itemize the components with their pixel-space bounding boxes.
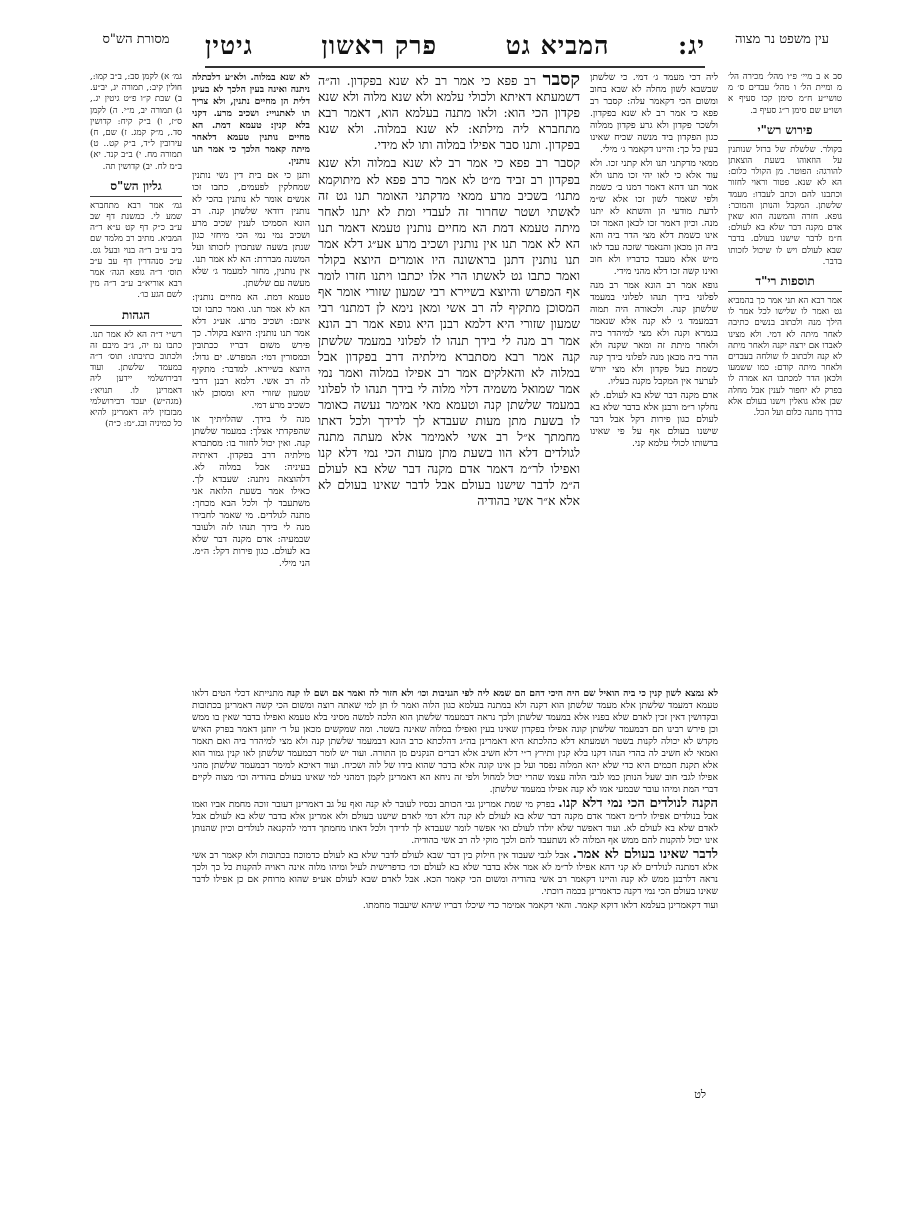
bottom-paragraph	[192, 849, 718, 898]
perek-title: המביא גט	[505, 31, 610, 60]
gemara-text	[318, 69, 580, 512]
masoret-hashas-label: מסורת הש"ס	[102, 32, 170, 47]
bottom-commentary	[192, 688, 718, 914]
page-end-mark: לט	[694, 1088, 706, 1101]
commentary-paragraph: גופא אמר רב הונא אמר רב מנה לפלוני בידך תנהו לפלוני במעמד שלשתן קנה. ולכאורה היה תמוה דבמעמד ג׳ לא קנה אלא שנאמר בגמרא וקנה ולא מצי למיהדר ביה ולאחר מיתת זה ומאר שקנה ולא הדר ביה מכאן מנה לפלוני בידך קנה כשמת בעל פקדון ולא מצי יורש לערער אין המקבל מקנה בעליו.	[590, 280, 718, 387]
tosafot-rid-notes: אמר רבא הא תני אמר כך בהמביא גט ואמר לו שלישו לכל אמר לו הילך מנה ולכתוב בנשים כתיבה לאחר מיתה לא דמי. ולא מצינו לאבדו אם ירצה יקנה ולאחר מיתה לא קנה ולכתוב לו שולחה בעבדים ולאחר מיתה קודם: כמו ששמעו ולכאן הדר למכתבו הא אמרה לו בפרק לא יחפור לענין אבל מחלה שבן אלא גואלין וישנו בעולם אלא בדרך מתנה כלום ועל הכל.	[728, 296, 842, 419]
dibbur-hamatchil: לא נמצא לשון קנין כי ביה הואיל שם היה היכי דהם הם שמא ליה לפי הגניבות וכו׳ ולא חזור לה ואמר אם ושם לו קנה	[286, 688, 718, 699]
tosafot-text: מתנייתא דכלי הטים דלאו טעמא דמעמד שלשתן אלא מעמד שלשתן הוא דקנה ולא במתנה בעלמא כגון הלוה ואמר לו תן למי שאתה רוצה ומשום הכי קשה דאמרינן בכתובות ובקדושין דאין זכין לאדם שלא בפניו אלא במעמד שלשתן ולכך נראה דבמעמד שלשתן הוא הלכה למשה מסיני בלא טעמא ואפילו בדבר שאין בו ממש וכן פירש רבינו תם דבמעמד שלשתן קונה אפילו בפקדון שאינו בעין ואפילו במלוה שאינה בשטר. ומה שמקשים מכאן על ר׳ יוחנן דאמר בפרק האיש מקדש לא יכולה לקנות בשטר ושמעתא דלא כהלכתא היא דאמרינן בה״ג דהלכתא כרב הונא דבמעמד שלשתן קנה ולא מצי למיהדר ביה ואם תאמר ואמאי לא חשיב לה בהדי הנהו דקנו בלא קנין ותירץ ר״י דלא חשיב אלא דברים הנקנים מן התורה. ועוד יש לומר דבמעמד שלשתן לאו קנין גמור הוא אלא תקנת חכמים היא כדי שלא יהא המלוה נפסד ועל כן אינו קונה אלא בדבר שהוא בידו של לוה ושכיח. ועוד דאיכא למימר דבמעמד שלשתן מהני אפילו לגבי חוב שעל הנותן כמו לגבי הלוה עצמו שהרי יכול למחול ולפי זה ניחא הא דאמרינן לקמן דמהני למי שאינו בעולם בהודיה וכו׳ מצוה לקיים דברי המת ומיהו עובר שבמעי אמו לא קנה אפילו במעמד שלשתן.	[192, 688, 718, 795]
bottom-paragraph	[192, 798, 718, 847]
right-commentary-column	[590, 72, 718, 452]
bottom-paragraph: ועוד דקאמרינן בעלמא דלאו דוקא קאמר. והאי דקאמר אמימר כדי שיכלו דבריו שיהא שיעבוד מחמתו.	[362, 900, 718, 911]
opening-word: קסבר	[542, 69, 580, 90]
gilyon-hashas-notes: גמ׳ אמר רבא מתחברא שמע לי. כמשנת דף שב ע״ב כ״ק דף קט ע״א ד״ה המביא. מתיב רב מלמד שם ביב ע״ב ד״ה בנוי ובעל גט. ע״כ סנהדרין דף עב ע״ב תוס׳ ד״ה גופא הגה׳ אמר רבא אוריא״ב ע״ב ד״ה מין לשם הגע כו׳.	[90, 200, 182, 301]
right-margin	[728, 72, 842, 419]
left-margin	[90, 72, 182, 430]
gemara-top-text: רב פפא כי אמר רב לא שנא בפקדון. וה״ה דשמעתא דאיתא ולכולי עלמא ולא שנא מלוה ולא שנא פקדון הכי הוא: ולאו מתנה בעלמא הוא, דאמר רבא מתחברא ליה מילתא: לא שנא במלוה. ולא שנא בפקדון. ותנו סבר אפילו במלוה ותו לא מידי.	[318, 73, 580, 153]
dibbur-hamatchil: הקנה לנולדים הכי נמי דלא קנו.	[558, 796, 719, 811]
left-commentary-column	[192, 72, 310, 572]
hagahot-notes: רש״י ד״ה הא לא אמר תנו. כתבו נמ יה, ג״ב מיבם זה ולכתוב כתיבתו: תוס׳ ד״ה במעמד שלשתן. ועוד דבירושלמי יידען ליה דאמרינן לו. תנויא׳: (מגה״ש) יעכד דבירושלמי מבזבזין ליה דאמרינן להיא כל כמיניה ובג.״מ: כ״ה)	[90, 329, 182, 430]
perush-rashi-notes: בקולר. שלשלת של ברזל שנותנין על הוזאוהו בשעת הוצאתן להורגה: הפוטר. מן הקולר כלום: הא לא שנא. פטור וראוי לחזור וכתבנו להם וכתב לעבדו: מעמד שלשתן. המקבל והנותן והמוכר: גופא. חזרה והמשנה הוא שאין אדם מקנה דבר שלא בא לעולם: ח״מ לדבר שישנו בעולם. בדבר שבא לעולם ויש לו שיכול לזכותו בדבר.	[728, 144, 842, 267]
gemara-main-text: קסבר רב פפא כי אמר רב לא שנא במלוה ולא שנא בפקדון רב זביד מ״ט לא אמר כרב פפא לא מיתוקמא מתנו׳ בשכיב מרע ממאי מדקתני האומר תנו גט זה לאשתי ושטר שחרור זה לעבדי ומת לא יתנו לאחר מיתה טעמא דמת הא מחיים נותנין טעמא דאמר תנו הא לא אמר תנו אין נותנין ושכיב מרע אע״ג דלא אמר תנו נותנין דתנן בראשונה היו אומרים היוצא בקולר ואמר כתבו גט לאשתו הרי אלו יכתבו ויתנו חזרו לומר אף המפרש והיוצא בשיירא רבי שמעון שזורי אומר אף המסוכן מתקיף לה רב אשי ומאן נימא לן דמתנו׳ רבי שמעון שזורי היא דלמא רבנן היא גופא אמר רב הונא אמר רב מנה לי בידך תנהו לו לפלוני במעמד שלשתן קנה אמר רבא מסתברא מילתיה דרב בפקדון אבל במלוה לא והאלקים אמר רב אפילו במלוה ואמר נמי אמר שמואל משמיה דלוי מלוה לי בידך תנהו לו לפלוני במעמד שלשתן קנה וטעמא מאי אמימר נעשה כאומר לו בשעת מתן מעות שעבדא לך לדידך ולכל דאתו מחמתך א״ל רב אשי לאמימר אלא מעתה מתנה לגולדים דלא הוו בשעת מתן מעות הכי נמי דלא קנו ואפילו לר״מ דאמר אדם מקנה דבר שלא בא לעולם ה״מ לדבר שישנו בעולם אבל לדבר שאינו בעולם לא אלא א״ר אשי בהודיה	[318, 155, 580, 509]
hagahot-title: הגהות	[90, 308, 182, 326]
ein-mishpat-notes: סב א ב מיי׳ פ״ו מהל׳ מכירה הל׳ מ ומיית הל׳ ו מהל׳ עבדים ס׳ מ טושי״ע ח״מ סימן קכו סעיף א ושו״ע שם סימן ר״ג סעיף ב.	[728, 72, 842, 116]
bottom-paragraph	[192, 688, 718, 796]
masoret-hashas-notes: גמ׳ א) לקמן סב:, ב״ב קמו:, חולין קיב:, תמורה יג, יב״ע. ב) שבת ק״ו פ״ט גיטין יג., ג) תמורה יב, מ״י. ה) לקמן ס״ז, ו) ב״ק קיח: קדושין סד., מ״ק קמג. ז) שם, ח) עירובין ל״ד, ב״ק קט.. ט) תמורה מח. י) ב״ב קנד. יא) ב״מ לח. יב) קדושין תה.	[90, 72, 182, 172]
perek-number: פרק ראשון	[321, 31, 438, 60]
tosafot-text: אבל לגבי שעבוד אין חילוק בין דבר שבא לעולם לדבר שלא בא לעולם כדמוכח בכתובות ולא קאמר רב אשי אלא דמתנה לנולדים לא קני דהא אפילו לר״מ לא אמר אלא בדבר שלא בא לעולם וכו׳ כדפרישית לעיל ומיהו מלוה אינה ראויה להקנות כל כך ולכך נראה דלרבנן ממש לא קנה והיינו דקאמר רב אשי בהודיה ומשום הכי קאמר הכא. אבל לאדם שבא לעולם אע״פ שהוא מרוחק אם כן אפילו לדבר שאינו בעולם הכי נמי דקנה כדאמרינן בכמה דוכתי.	[192, 850, 718, 897]
commentary-paragraph: מנה לי בידך. שהלויתיך או שהפקדתי אצלך: במעמד שלשתן קנה. ואין יכול לחזור בו: מסתברא מילתיה דרב בפקדון. דאיתיה בעיניה: אבל במלוה לא. דלהוצאה ניתנה: שעבדא לך. כאילו אמר בשעת הלואה אני משתעבד לך ולכל הבא מכחך: מתנה לגולדים. מי שאמר לחבירו מנה לי בידך תנהו לזה ולעובר שבמעיה: אדם מקנה דבר שלא בא לעולם. כגון פירות דקל: ה״מ. הני מילי.	[192, 414, 310, 569]
commentary-paragraph: ממאי מדקתני תנו ולא קתני זכו. ולא עוד אלא כי לאו יהי זכו מתנו ולא אמר תנו דהא דאמר דמנו ב׳ כשמת ולפי שאמר לשון זכו אלא ש״מ לדעת מודעי הן והשתא לא יתנו מנה. וכיון דאמר זכו לכאן האמר זכו אינו כשמת דלא מצי הדר ביה והא ביה הן מכאן והנאמר שזכה עבד לאו מ״ש אלא מעבד כדבריו ולא חוב ואינו קשה זכו דלא מהני מידי.	[590, 158, 718, 277]
tosafot-rid-title: תוספות רי"ד	[728, 274, 842, 292]
ein-mishpat-label: עין משפט נר מצוה	[735, 32, 829, 47]
commentary-paragraph: טעמא דמת. הא מחיים נותנין: הא לא אמר תנו. ואמר כתבו זכו אינם: ושכיב מרע. אע״ג דלא אמר תנו נותנין: היוצא בקולר. כך פירש משום דבריו ככתובין וכמסורין דמי: המפרש. ים גדול: היוצא בשיירא. למדבר: מתקיף לה רב אשי. דלמא רבנן דרבי שמעון שזורי היא ומסוכן לאו כשכיב מרע דמי.	[192, 292, 310, 411]
commentary-paragraph: אדם מקנה דבר שלא בא לעולם. לא נחלקו ר״מ ורבנן אלא בדבר שלא בא לעולם כגון פירות דקל אבל דבר שישנו בעולם אף על פי שאינו ברשותו לכולי עלמא קני.	[590, 390, 718, 449]
gilyon-hashas-title: גליון הש"ס	[90, 179, 182, 197]
tractate-name: גיטין	[205, 31, 253, 60]
commentary-paragraph: ותנן כי אם בית דין נשי נותנין שמחלקין לפעמים, כתבו זכו אנשים אומר לא נותנין בהכי לא נותנין דודאי שלשתן קנה. רב הונא הסמיכו לענין שכיב מרע ושכיב נמי נמי הכי מיחזי כגון שנתן בשעה שנתכוין לזכותו ועל המשנה מבררת: הא לא אמר תנו. אין נותנין, מחזר למעמד ג׳ שלא מעשה עם שלשתן.	[192, 170, 310, 289]
tosafot-text: בפרק מי שמת אמרינן גבי הכותב נכסיו לעובר לא קנה ואף על גב דאמרינן דעובר זוכה מחמת אביו ואמו אבל בנולדים אפילו לר״מ דאמר אדם מקנה דבר שלא בא לעולם לא קנה דלא דמי לאדם שישנו בעולם ולא אמרינן אלא בדבר שלא בא לעולם אבל לאדם שלא בא לעולם לא. ועוד דאפשר שלא יולדו לעולם ואי אפשר לומר שעבדא לך לדידך ולכל דאתו מחמתך דדמי להקנאה לנולדים וכיון שהנותן אינו יכול להקנות להם ממש אף המלוה לא נשתעבד להם ולכך מוקי לה רב אשי בהודיה.	[192, 799, 718, 846]
commentary-paragraph: ליה דכי מעמד ג׳ דמי. כי שלשתן שבשבא לשון מחלה לא שבא בחוב ומשום הכי דקאמר עלה: קסבר רב פפא כי אמר רב לא שנא בפקדון. ולשכר פקדון ולא גרע פקדון ממלוה כגון הפקדון ביד מנשה שכיח שאינו בעין כל כך: והיינו דקאמר ג׳ מילי.	[590, 72, 718, 155]
gemara-opening	[318, 69, 580, 153]
header-rule	[205, 66, 705, 68]
perush-rashi-title: פירוש רש"י	[728, 123, 842, 141]
page-folio: יג:	[677, 31, 705, 60]
dibbur-hamatchil: לדבר שאינו בעולם לא אמר.	[572, 847, 719, 862]
page-header	[205, 28, 705, 64]
commentary-paragraph: לא שנא במלוה. ולא״ע דלכתלה ניתנה ואינה בעין הלכך לא בעינן דלית הן מחיים נתנין, ולא צריך תו לאתנויי: ושכיב מרע. דקני בלא קנין: טעמא דמת. הא מחיים נותנין טעמא דלאחר מיתה קאמר הלכך כי אמר תנו נותנין.	[192, 72, 310, 167]
